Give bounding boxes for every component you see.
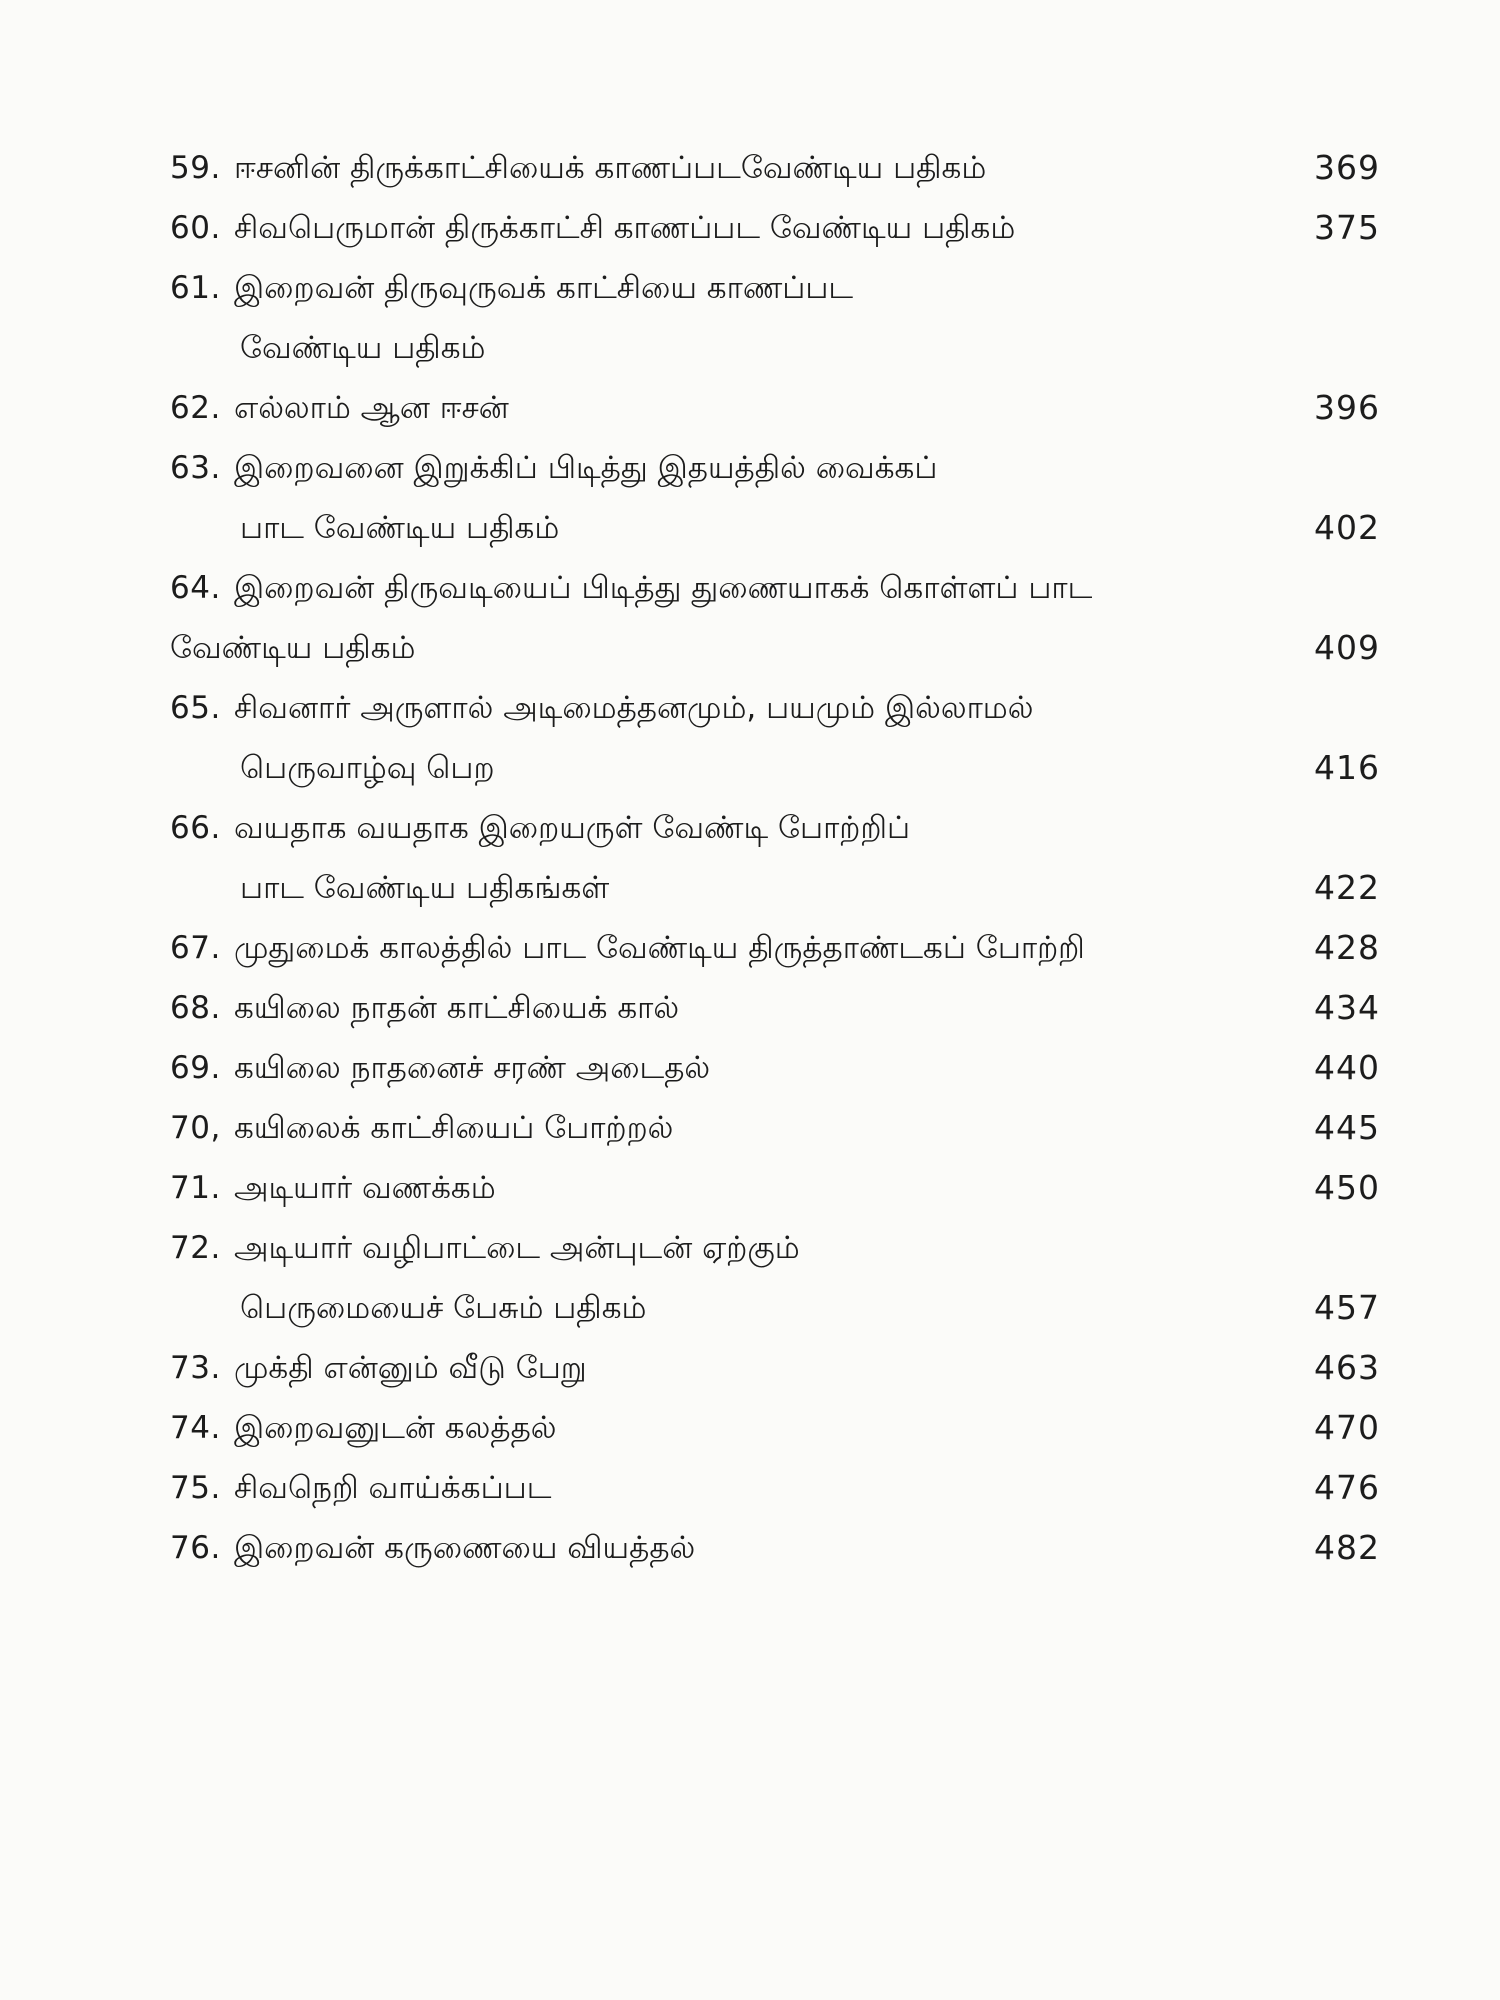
entry-number: 65. (170, 690, 221, 726)
entry-number: 75. (170, 1470, 221, 1506)
toc-entry (170, 378, 1380, 438)
toc-entry-line (170, 198, 1380, 258)
entry-title: சிவனார் அருளால் அடிமைத்தனமும், பயமும் இல்லாமல் (234, 690, 1034, 726)
entry-number: 59. (170, 150, 221, 186)
page-number: 402 (1314, 508, 1380, 547)
entry-title: பாட வேண்டிய பதிகம் (240, 510, 560, 546)
entry-number: 67. (170, 930, 221, 966)
entry-number: 70, (170, 1110, 221, 1146)
entry-title: எல்லாம் ஆன ஈசன் (234, 390, 509, 426)
entry-title: முதுமைக் காலத்தில் பாட வேண்டிய திருத்தாண்டகப் போற்றி (234, 930, 1085, 966)
entry-number: 68. (170, 990, 221, 1026)
toc-entry (170, 558, 1380, 678)
toc-entry-line (170, 438, 1380, 498)
toc-entry-line (170, 1038, 1380, 1098)
toc-entry-line (170, 1338, 1380, 1398)
entry-number: 72. (170, 1230, 221, 1266)
toc-entry-continuation-line (170, 618, 1380, 678)
entry-title: கயிலை நாதனைச் சரண் அடைதல் (234, 1050, 711, 1086)
entry-title: இறைவன் கருணையை வியத்தல் (234, 1530, 696, 1566)
toc-entry-line (170, 1218, 1380, 1278)
entry-number: 63. (170, 450, 221, 486)
toc-entry (170, 798, 1380, 918)
toc-entry-continuation-line (170, 1278, 1380, 1338)
toc-entry (170, 138, 1380, 198)
entry-number: 76. (170, 1530, 221, 1566)
toc-entry-line (170, 378, 1380, 438)
toc-entry (170, 258, 1380, 378)
page-number: 422 (1314, 868, 1380, 907)
entry-title: பெருவாழ்வு பெற (240, 750, 495, 786)
page-number: 470 (1314, 1408, 1380, 1447)
toc-entry (170, 1038, 1380, 1098)
toc-entry (170, 1518, 1380, 1578)
toc-entry (170, 978, 1380, 1038)
entry-number: 61. (170, 270, 221, 306)
entry-title: இறைவன் திருவடியைப் பிடித்து துணையாகக் கொள்ளப் பாட (234, 570, 1093, 606)
page-number: 409 (1314, 628, 1380, 667)
page-number: 463 (1314, 1348, 1380, 1387)
entry-title: சிவபெருமான் திருக்காட்சி காணப்பட வேண்டிய பதிகம் (234, 210, 1016, 246)
entry-number: 73. (170, 1350, 221, 1386)
toc-entry (170, 1098, 1380, 1158)
toc-entry-continuation-line (170, 738, 1380, 798)
entry-title: வயதாக வயதாக இறையருள் வேண்டி போற்றிப் (234, 810, 911, 846)
entry-number: 64. (170, 570, 221, 606)
toc-entry-line (170, 1518, 1380, 1578)
toc-entry (170, 918, 1380, 978)
entry-title: இறைவனுடன் கலத்தல் (234, 1410, 557, 1446)
page-number: 396 (1314, 388, 1380, 427)
entry-number: 62. (170, 390, 221, 426)
entry-title: பெருமையைச் பேசும் பதிகம் (240, 1290, 647, 1326)
entry-number: 69. (170, 1050, 221, 1086)
entry-title: இறைவனை இறுக்கிப் பிடித்து இதயத்தில் வைக்கப் (234, 450, 938, 486)
page-number: 434 (1314, 988, 1380, 1027)
toc-entry-line (170, 1398, 1380, 1458)
toc-entry (170, 198, 1380, 258)
toc-entry (170, 678, 1380, 798)
toc-entry-line (170, 678, 1380, 738)
entry-title: சிவநெறி வாய்க்கப்பட (234, 1470, 552, 1506)
toc-entry (170, 438, 1380, 558)
toc-entry-line (170, 798, 1380, 858)
toc-entry (170, 1458, 1380, 1518)
page-number: 482 (1314, 1528, 1380, 1567)
entry-title: ஈசனின் திருக்காட்சியைக் காணப்படவேண்டிய பதிகம் (234, 150, 987, 186)
toc-entry-line (170, 138, 1380, 198)
entry-number: 66. (170, 810, 221, 846)
toc-entry-line (170, 978, 1380, 1038)
page-number: 450 (1314, 1168, 1380, 1207)
entry-title: அடியார் வணக்கம் (234, 1170, 496, 1206)
toc-entry-line (170, 1158, 1380, 1218)
entry-title: கயிலை நாதன் காட்சியைக் கால் (234, 990, 680, 1026)
page-number: 375 (1314, 208, 1380, 247)
toc-entry-continuation-line (170, 318, 1380, 378)
entry-title: வேண்டிய பதிகம் (240, 330, 486, 366)
entry-title: வேண்டிய பதிகம் (170, 630, 416, 666)
page-number: 440 (1314, 1048, 1380, 1087)
toc-entry (170, 1158, 1380, 1218)
toc-entry-line (170, 918, 1380, 978)
toc-entry-line (170, 1098, 1380, 1158)
toc-entry (170, 1338, 1380, 1398)
toc-entry (170, 1398, 1380, 1458)
toc-entry (170, 1218, 1380, 1338)
toc-entry-line (170, 258, 1380, 318)
toc-entry-line (170, 558, 1380, 618)
entry-number: 74. (170, 1410, 221, 1446)
page-number: 428 (1314, 928, 1380, 967)
page-number: 369 (1314, 148, 1380, 187)
entry-number: 60. (170, 210, 221, 246)
toc-entry-continuation-line (170, 858, 1380, 918)
entry-title: அடியார் வழிபாட்டை அன்புடன் ஏற்கும் (234, 1230, 800, 1266)
entry-title: இறைவன் திருவுருவக் காட்சியை காணப்பட (234, 270, 854, 306)
toc-entry-continuation-line (170, 498, 1380, 558)
entry-title: முக்தி என்னும் வீடு பேறு (234, 1350, 587, 1386)
entry-number: 71. (170, 1170, 221, 1206)
page-number: 457 (1314, 1288, 1380, 1327)
entry-title: பாட வேண்டிய பதிகங்கள் (240, 870, 610, 906)
table-of-contents (170, 138, 1380, 1578)
toc-entry-line (170, 1458, 1380, 1518)
page-number: 445 (1314, 1108, 1380, 1147)
page-number: 416 (1314, 748, 1380, 787)
entry-title: கயிலைக் காட்சியைப் போற்றல் (234, 1110, 674, 1146)
page-number: 476 (1314, 1468, 1380, 1507)
